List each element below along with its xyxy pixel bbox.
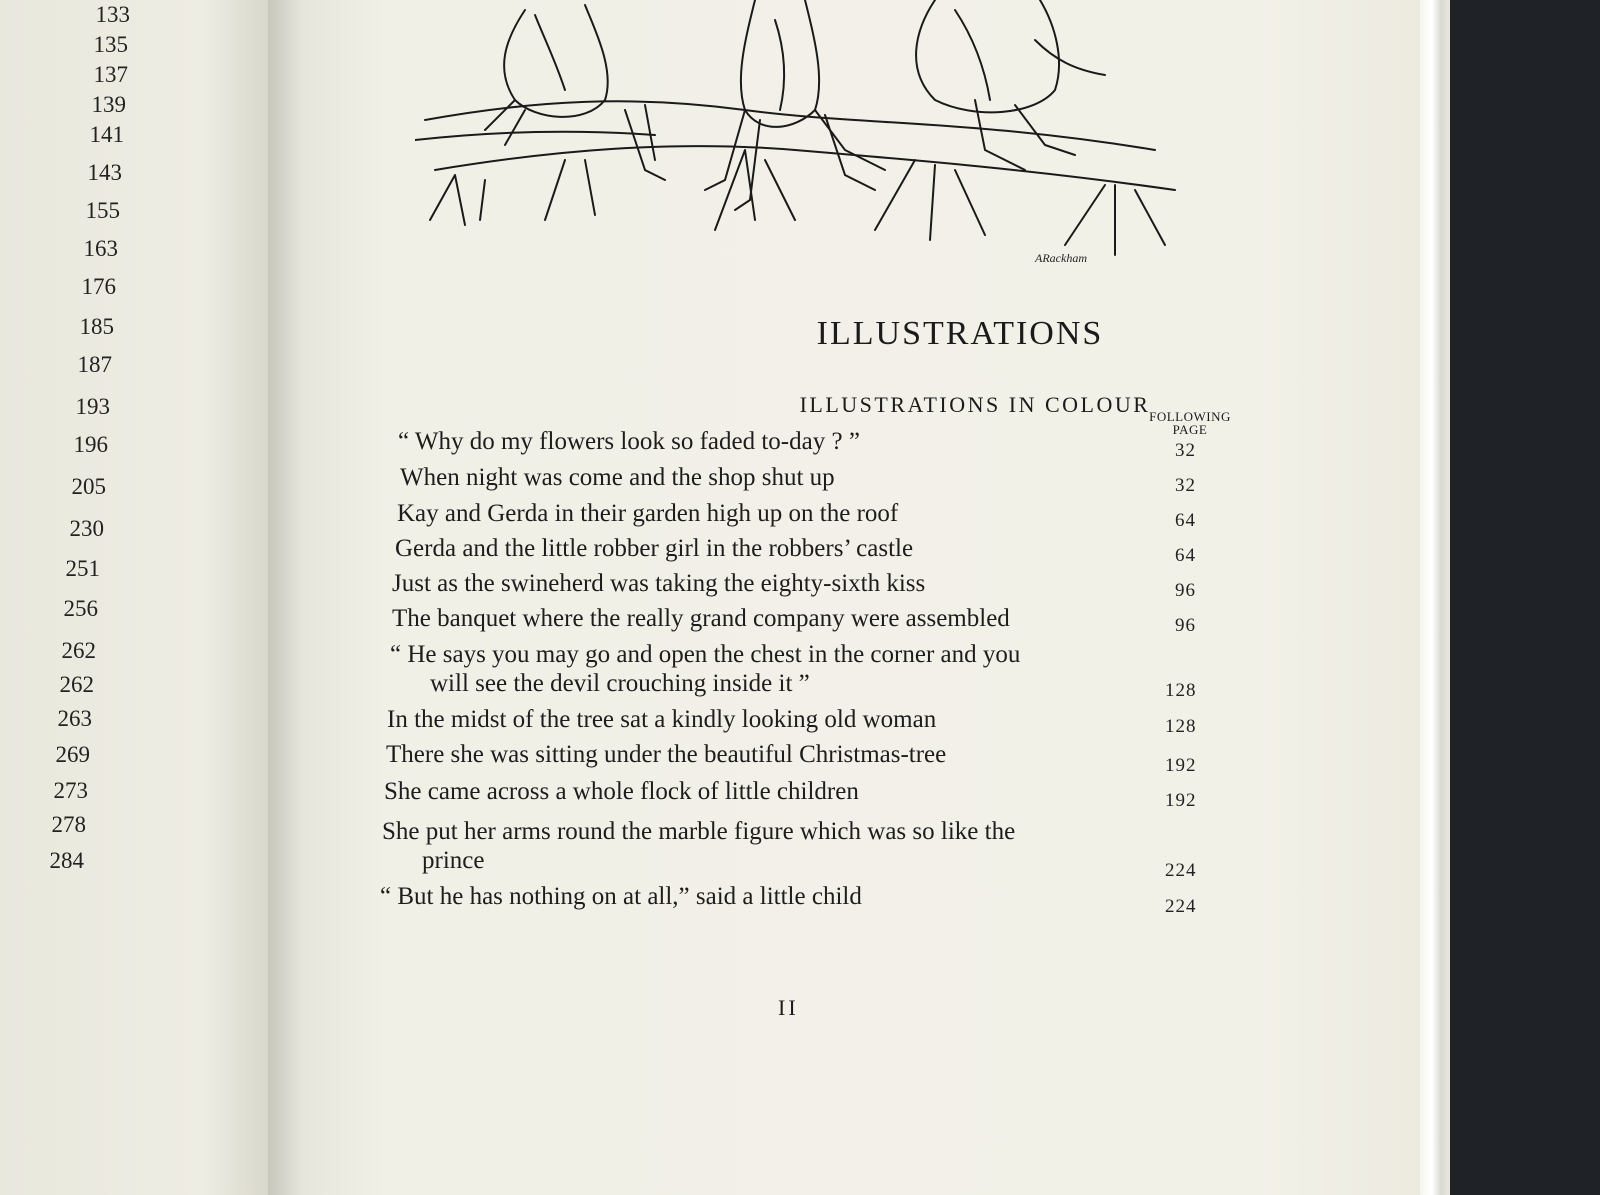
- illustration-entry: [386, 741, 946, 769]
- illustration-entry: [380, 883, 862, 911]
- entry-page-number: 224: [1165, 896, 1197, 917]
- entry-caption: She came across a whole flock of little children: [384, 778, 859, 805]
- illustration-entry: [392, 570, 925, 598]
- column-header-line2: PAGE: [1172, 422, 1208, 437]
- entry-caption: She put her arms round the marble figure which was so like the: [382, 818, 1016, 845]
- entry-page-number: 96: [1175, 615, 1196, 636]
- entry-page-number: 192: [1165, 790, 1197, 811]
- entry-page-number: 192: [1165, 755, 1197, 776]
- entry-caption: Gerda and the little robber girl in the robbers’ castle: [395, 535, 914, 562]
- left-page-number: 262: [59, 672, 94, 697]
- left-page-number: 185: [79, 314, 114, 339]
- left-page-number: 262: [61, 638, 96, 663]
- left-page-number: 193: [75, 394, 110, 419]
- page-edge: [1420, 0, 1450, 1195]
- left-page-number: 196: [73, 432, 108, 457]
- entry-page-number: 128: [1165, 680, 1197, 701]
- entry-caption: Kay and Gerda in their garden high up on the roof: [397, 500, 899, 527]
- left-page-number: 284: [49, 848, 84, 873]
- column-header-line1: FOLLOWING: [1149, 409, 1231, 424]
- left-page-number: 139: [91, 92, 126, 117]
- left-page-number: 135: [93, 32, 128, 57]
- entry-caption: Just as the swineherd was taking the eighty-sixth kiss: [392, 570, 926, 597]
- left-page-number: 278: [51, 812, 86, 837]
- section-subtitle: ILLUSTRATIONS IN COLOUR: [799, 392, 1151, 417]
- left-page-number: 269: [55, 742, 90, 767]
- left-page-number: 263: [57, 706, 92, 731]
- left-page-number: 176: [81, 274, 116, 299]
- left-page-number: 251: [65, 556, 100, 581]
- page-folio: II: [778, 995, 799, 1020]
- page-title: ILLUSTRATIONS: [816, 315, 1104, 352]
- illustration-entry: [395, 535, 913, 563]
- entry-caption: “ Why do my flowers look so faded to-day ? ”: [398, 428, 860, 455]
- branch-illustration: [415, 0, 1205, 272]
- left-page-number: 137: [93, 62, 128, 87]
- entry-caption: There she was sitting under the beautiful Christmas-tree: [386, 741, 947, 768]
- entry-page-number: 32: [1175, 475, 1196, 496]
- left-page-number: 155: [85, 198, 120, 223]
- entry-caption-continuation: will see the devil crouching inside it ”: [430, 670, 810, 697]
- column-header: [1130, 410, 1250, 436]
- left-page-number: 143: [87, 160, 122, 185]
- illustration-entry: [398, 428, 860, 456]
- entry-page-number: 64: [1175, 545, 1196, 566]
- entry-caption: “ He says you may go and open the chest in the corner and you: [390, 641, 1021, 668]
- left-page-number: 133: [95, 2, 130, 27]
- left-page-number: 187: [77, 352, 112, 377]
- left-page-number: 141: [89, 122, 124, 147]
- left-page-number: 163: [83, 236, 118, 261]
- left-page-number: 256: [63, 596, 98, 621]
- entry-page-number: 32: [1175, 440, 1196, 461]
- illustration-entry: [382, 818, 1016, 874]
- entry-page-number: 128: [1165, 716, 1197, 737]
- illustration-entry: [392, 605, 1010, 633]
- entry-caption: The banquet where the really grand company were assembled: [392, 605, 1010, 632]
- entry-caption: “ But he has nothing on at all,” said a little child: [380, 883, 862, 910]
- entry-page-number: 224: [1165, 860, 1197, 881]
- illustration-entry: [397, 500, 898, 528]
- left-page-number: 230: [69, 516, 104, 541]
- entry-caption-continuation: prince: [422, 847, 485, 874]
- entry-page-number: 64: [1175, 510, 1196, 531]
- entry-caption: In the midst of the tree sat a kindly looking old woman: [387, 706, 937, 733]
- illustration-entry: [387, 706, 936, 734]
- entry-caption: When night was come and the shop shut up: [400, 464, 835, 491]
- left-page-number: 205: [71, 474, 106, 499]
- illustration-entry: [384, 778, 859, 806]
- illustration-entry: [390, 641, 1021, 697]
- left-page-number: 273: [53, 778, 88, 803]
- artist-signature: ARackham: [1035, 251, 1087, 265]
- entry-page-number: 96: [1175, 580, 1196, 601]
- illustration-entry: [400, 464, 835, 492]
- left-page: [0, 0, 292, 1195]
